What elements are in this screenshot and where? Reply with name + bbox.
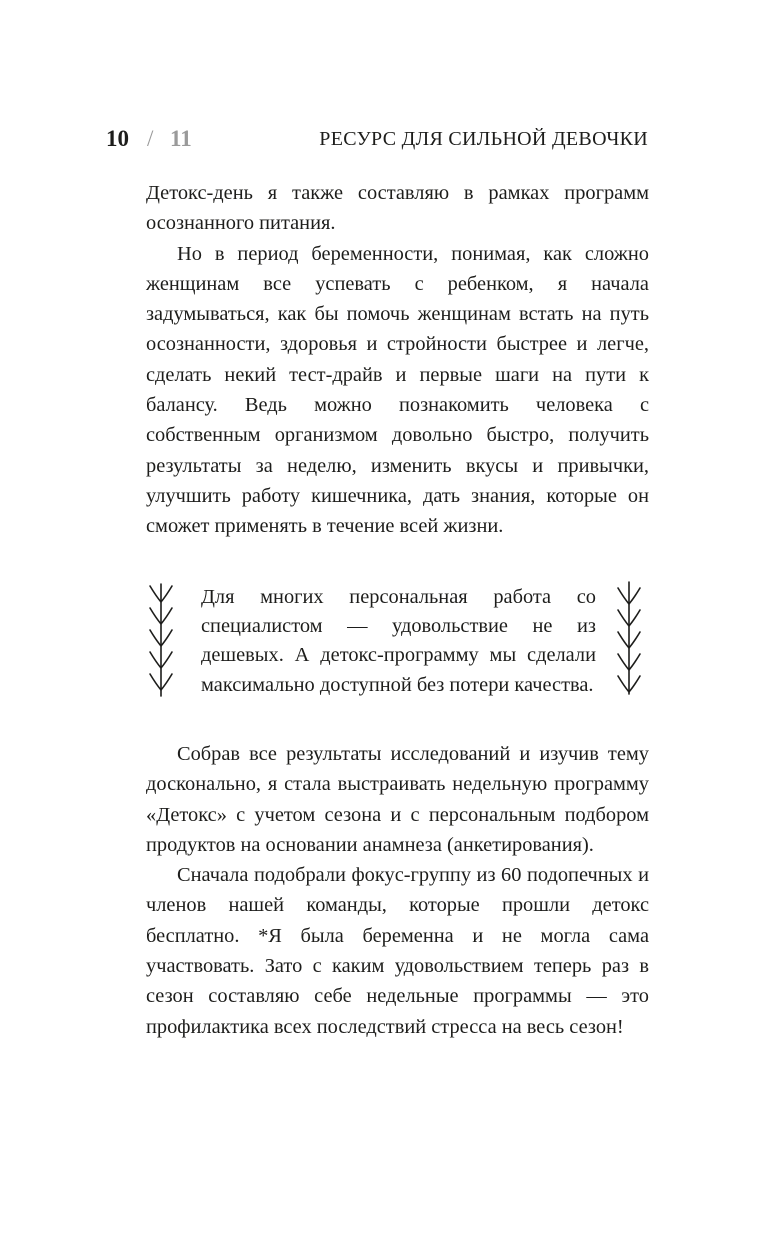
sprig-icon: [614, 580, 644, 698]
callout-quote: Для многих персональная работа со специалистом — удовольствие не из дешевых. А детокс-программу мы сделали максимально доступной без потери качества.: [201, 586, 596, 696]
text-block-top: [146, 178, 649, 542]
page-header: [106, 126, 648, 156]
paragraph: Сначала подобрали фокус-группу из 60 подопечных и членов нашей команды, которые прошли детокс бесплатно. *Я была беременна и не могла сама участвовать. Зато с каким удовольствием теперь раз в сезон составляю себе недельные программы — это профилактика всех последствий стресса на весь сезон!: [146, 864, 649, 1038]
paragraph: Детокс-день я также составляю в рамках программ осознанного питания.: [146, 182, 649, 235]
running-title: РЕСУРС ДЛЯ СИЛЬНОЙ ДЕВОЧКИ: [319, 128, 648, 150]
paragraph: Собрав все результаты исследований и изучив тему досконально, я стала выстраивать недельную программу «Детокс» с учетом сезона и с персональным подбором продуктов на основании анамнеза (анкетирования).: [146, 743, 649, 856]
text-block-bottom: [146, 739, 649, 1042]
page-number-separator: /: [147, 126, 154, 151]
page-number-next: 11: [170, 126, 192, 151]
page-number-current: 10: [106, 126, 129, 151]
paragraph: Но в период беременности, понимая, как сложно женщинам все успевать с ребенком, я начала задумываться, как бы помочь женщинам встать на путь осознанности, здоровья и стройности быстрее и легче, сделать некий тест-драйв и первые шаги на пути к балансу. Ведь можно познакомить человека с собственным организмом довольно быстро, получить результаты за неделю, изменить вкусы и привычки, улучшить работу кишечника, дать знания, которые он сможет применять в течение всей жизни.: [146, 242, 649, 538]
sprig-icon: [146, 580, 176, 698]
